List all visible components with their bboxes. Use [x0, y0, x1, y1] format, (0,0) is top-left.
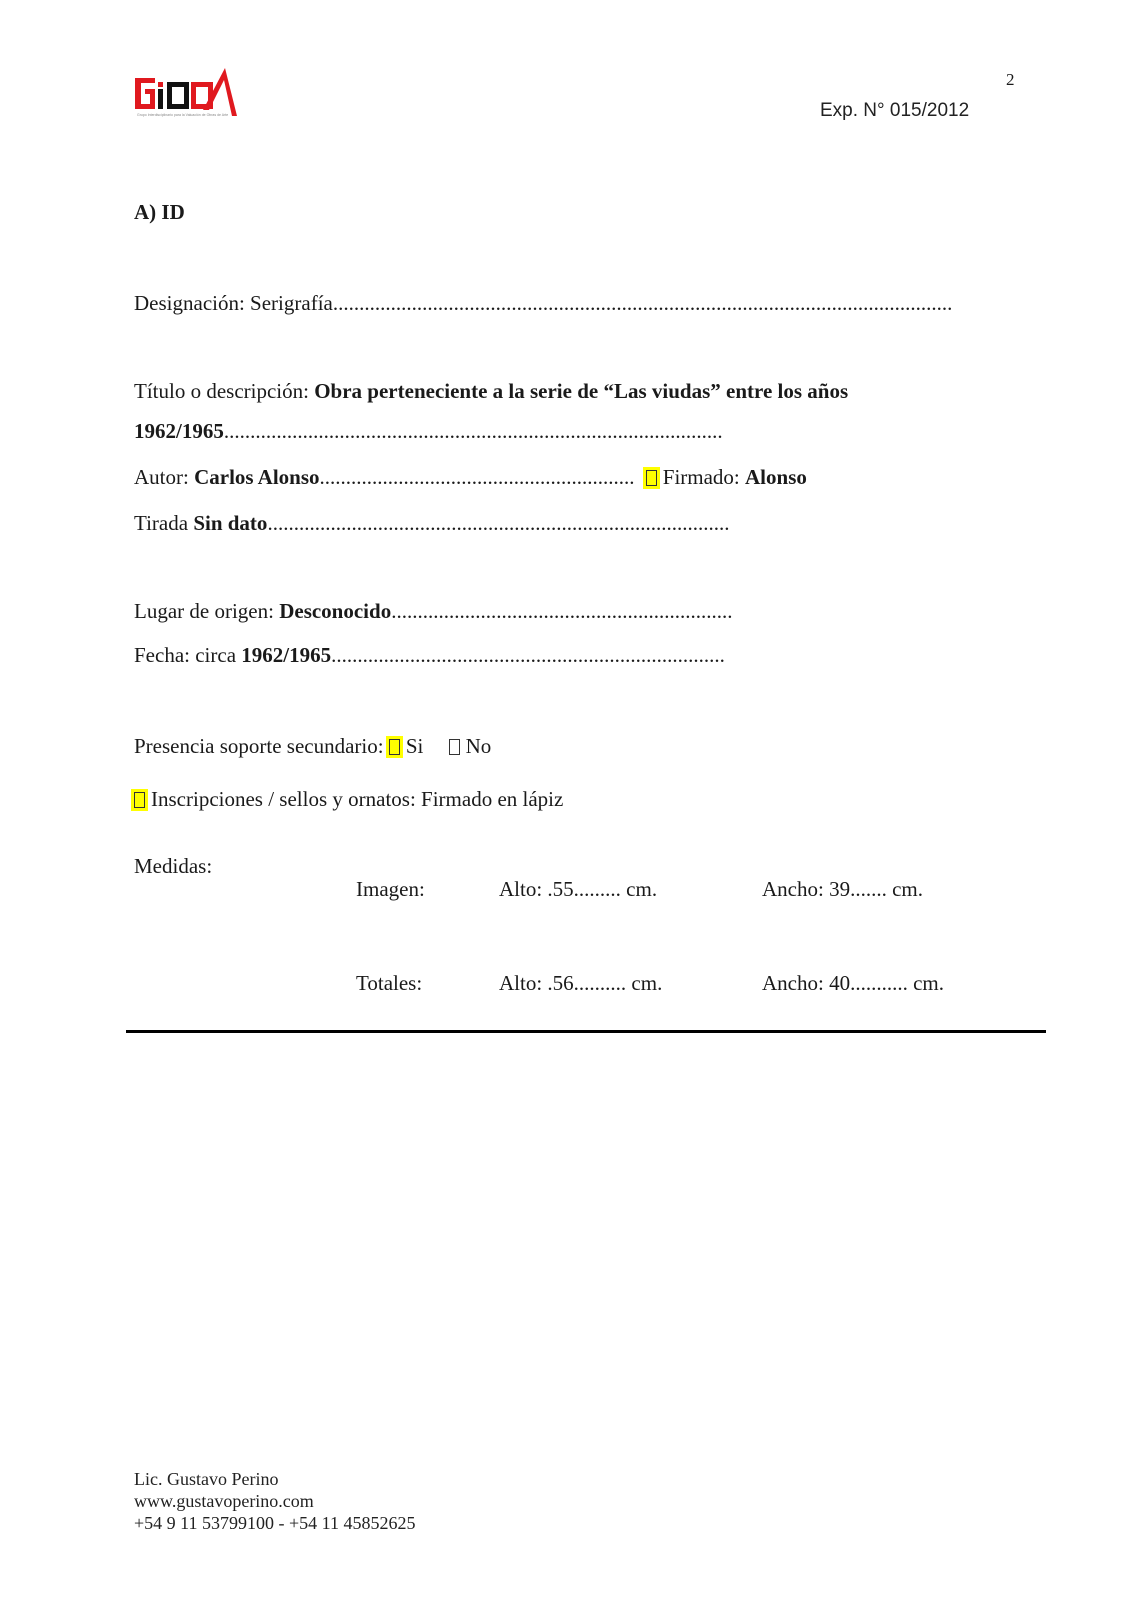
soporte-si-checkbox[interactable]	[389, 739, 400, 755]
medidas-imagen-ancho: Ancho: 39....... cm.	[762, 877, 923, 901]
footer	[134, 1468, 415, 1534]
lugar-line	[134, 598, 732, 624]
medidas-totales-name: Totales:	[356, 971, 423, 995]
soporte-si-label: Si	[405, 734, 424, 758]
titulo-line	[134, 378, 848, 404]
tirada-line	[134, 510, 729, 536]
footer-phones: +54 9 11 53799100 - +54 11 45852625	[134, 1513, 416, 1533]
firmado-checkbox[interactable]	[646, 470, 657, 486]
tirada-value: Sin dato	[193, 511, 268, 535]
dots: .................................................................	[391, 599, 733, 623]
fecha-line	[134, 642, 725, 668]
soporte-label: Presencia soporte secundario:	[134, 734, 389, 758]
dots: ...........................................................................	[331, 643, 725, 667]
inscripciones-line	[134, 786, 563, 812]
autor-value: Carlos Alonso	[194, 465, 320, 489]
fecha-value: 1962/1965	[241, 643, 332, 667]
lugar-label: Lugar de origen:	[134, 599, 280, 623]
tirada-label: Tirada	[134, 511, 194, 535]
titulo-label: Título o descripción:	[134, 379, 315, 403]
inscripciones-label: Inscripciones / sellos y ornatos: Firmado en lápiz	[151, 787, 564, 811]
autor-line	[134, 464, 807, 490]
medidas-imagen-name: Imagen:	[356, 877, 425, 901]
givoa-logo	[133, 66, 243, 122]
designacion-label: Designación: Serigrafía	[134, 291, 333, 315]
fecha-label: Fecha: circa	[134, 643, 242, 667]
logo-graphic	[133, 66, 243, 122]
designacion-line	[134, 290, 952, 316]
dots: ........................................................................................	[267, 511, 730, 535]
dots: ...............................................................................................	[223, 419, 723, 443]
medidas-label: Medidas:	[134, 854, 213, 878]
footer-website[interactable]: www.gustavoperino.com	[134, 1491, 314, 1511]
medidas-totales-ancho: Ancho: 40........... cm.	[762, 971, 944, 995]
firmado-value: Alonso	[745, 465, 807, 489]
lugar-value: Desconocido	[279, 599, 392, 623]
autor-label: Autor:	[134, 465, 195, 489]
medidas-imagen-alto: Alto: .55......... cm.	[499, 877, 658, 901]
soporte-no-checkbox[interactable]	[449, 739, 460, 755]
titulo-years: 1962/1965	[134, 419, 224, 443]
footer-name: Lic. Gustavo Perino	[134, 1469, 279, 1489]
medidas-totales-alto: Alto: .56.......... cm.	[499, 971, 663, 995]
dots: ......................................................................................................................	[332, 291, 953, 315]
expedient-number: Exp. N° 015/2012	[820, 100, 970, 121]
dots: ............................................................	[319, 465, 635, 489]
soporte-no-label: No	[465, 734, 492, 758]
inscripciones-checkbox[interactable]	[134, 792, 145, 808]
section-heading: A) ID	[134, 200, 185, 224]
firmado-label: Firmado:	[662, 465, 746, 489]
soporte-line	[134, 733, 491, 759]
page-number: 2	[1006, 70, 1015, 89]
logo-tagline: Grupo Interdisciplinario para la Valuación de Obras de Arte	[137, 113, 229, 117]
titulo-value: Obra perteneciente a la serie de “Las viudas” entre los años	[314, 379, 849, 403]
section-divider	[126, 1030, 1046, 1033]
titulo-line-2	[134, 418, 723, 444]
